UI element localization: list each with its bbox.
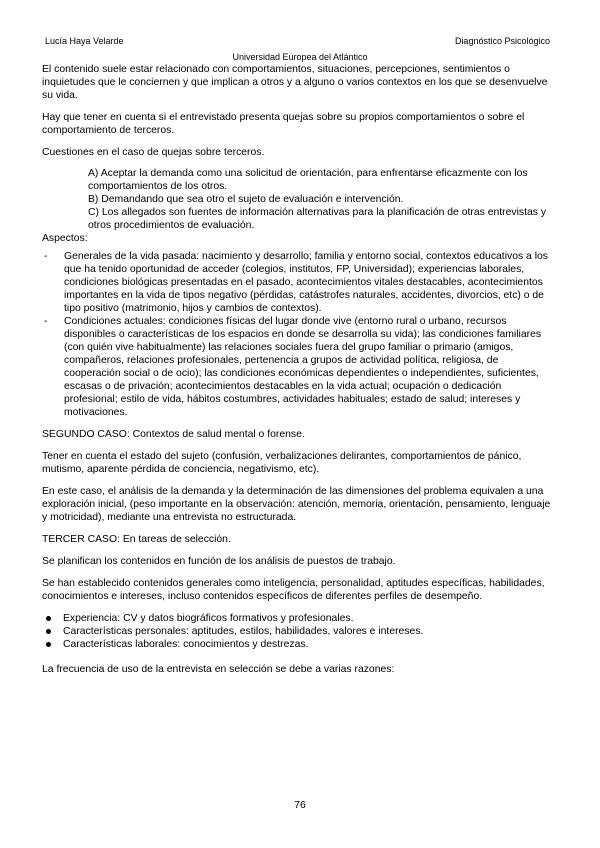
bullet-dot-icon bbox=[46, 642, 51, 647]
dash-marker: - bbox=[44, 251, 48, 262]
paragraph-frecuencia: La frecuencia de uso de la entrevista en selección se debe a varias razones: bbox=[42, 664, 395, 675]
paragraph-establecido: Se han establecido contenidos generales como inteligencia, personalidad, aptitudes específicas, habilidades, conocimientos e intereses, incluso contenidos específicos de diferentes perfiles de desempeño. bbox=[42, 578, 545, 602]
paragraph-quejas: Hay que tener en cuenta si el entrevistado presenta quejas sobre su propios comportamientos o sobre el comportamiento de terceros. bbox=[42, 112, 525, 136]
options-list bbox=[88, 167, 558, 232]
bullet-list bbox=[42, 612, 557, 651]
page-number: 76 bbox=[294, 800, 306, 811]
bullet-experiencia: Experiencia: CV y datos biográficos formativos y profesionales. bbox=[63, 613, 354, 624]
paragraph-en-este-caso: En este caso, el análisis de la demanda y la determinación de las dimensiones del problema equivalen a una exploración inicial, (peso importante en la observación: atención, memoria, orientación, pensamiento, lenguaje y motricidad), mediante una entrevista no estructurada. bbox=[42, 486, 551, 523]
paragraph-tener-en-cuenta: Tener en cuenta el estado del sujeto (confusión, verbalizaciones delirantes, comportamientos de pánico, mutismo, aparente pérdida de conciencia, negativismo, etc). bbox=[42, 451, 522, 475]
list-item bbox=[42, 612, 557, 625]
aspecto-actuales: Condiciones actuales: condiciones físicas del lugar donde vive (entorno rural o urbano, recursos disponibles o características de los espacios en donde se desarrolla su vida); las condiciones familiares (con quién vive habitualmente) las relaciones sociales fuera del grupo familiar o primario (amigos, compañeros, relaciones profesionales, pertenencia a grupos de actividad política, religiosa, de cooperación social o de ocio); las condiciones económicas dependientes o independientes, suficientes, escasas o de privación; acontecimientos destacables en la vida actual; ocupación o dedicación profesional; estilo de vida, hábitos costumbres, actividades habituales; estado de salud; intereses y motivaciones. bbox=[64, 316, 542, 418]
page-content bbox=[42, 63, 557, 685]
list-item bbox=[42, 638, 557, 651]
bullet-dot-icon bbox=[46, 616, 51, 621]
option-a: A) Aceptar la demanda como una solicitud de orientación, para enfrentarse eficazmente con los comportamientos de los otros. bbox=[88, 168, 528, 192]
option-b: B) Demandando que sea otro el sujeto de evaluación e intervención. bbox=[88, 194, 404, 205]
header-university: Universidad Europea del Atlántico bbox=[232, 52, 368, 62]
dash-marker: - bbox=[44, 316, 48, 327]
paragraph-planifican: Se planifican los contenidos en función de los análisis de puestos de trabajo. bbox=[42, 556, 396, 567]
header-author: Lucía Haya Velarde bbox=[45, 36, 124, 46]
aspectos-list bbox=[42, 250, 557, 419]
list-item bbox=[42, 315, 557, 419]
bullet-personales: Características personales: aptitudes, estilos, habilidades, valores e intereses. bbox=[63, 626, 424, 637]
paragraph-segundo-caso: SEGUNDO CASO: Contextos de salud mental o forense. bbox=[42, 429, 305, 440]
aspecto-pasada: Generales de la vida pasada: nacimiento y desarrollo; familia y entorno social, contextos educativos a los que ha tenido oportunidad de acceder (colegios, institutos, FP, Universidad); experiencias laborales, condiciones biológicas presentadas en el pasado, acontecimientos vitales destacables, acontecimientos importantes en la vida de tipos negativo (pérdidas, catástrofes naturales, accidentes, divorcios, etc) o de tipo positivo (matrimonio, hijos y cambios de contextos). bbox=[64, 251, 549, 314]
paragraph-cuestiones: Cuestiones en el caso de quejas sobre terceros. bbox=[42, 147, 265, 158]
paragraph-intro: El contenido suele estar relacionado con comportamientos, situaciones, percepciones, sentimientos o inquietudes que le conciernen y que implican a otros y a alguno o varios contextos en los que se desenvuelve su vida. bbox=[42, 64, 548, 101]
list-item bbox=[42, 250, 557, 315]
list-item bbox=[42, 625, 557, 638]
paragraph-tercer-caso: TERCER CASO: En tareas de selección. bbox=[42, 534, 231, 545]
bullet-dot-icon bbox=[46, 629, 51, 634]
bullet-laborales: Características laborales: conocimientos y destrezas. bbox=[63, 639, 309, 650]
option-c: C) Los allegados son fuentes de información alternativas para la planificación de otras entrevistas y otros procedimientos de evaluación. bbox=[88, 207, 547, 231]
header-subject: Diagnóstico Psicológico bbox=[454, 36, 550, 46]
aspectos-label: Aspectos: bbox=[42, 233, 88, 244]
